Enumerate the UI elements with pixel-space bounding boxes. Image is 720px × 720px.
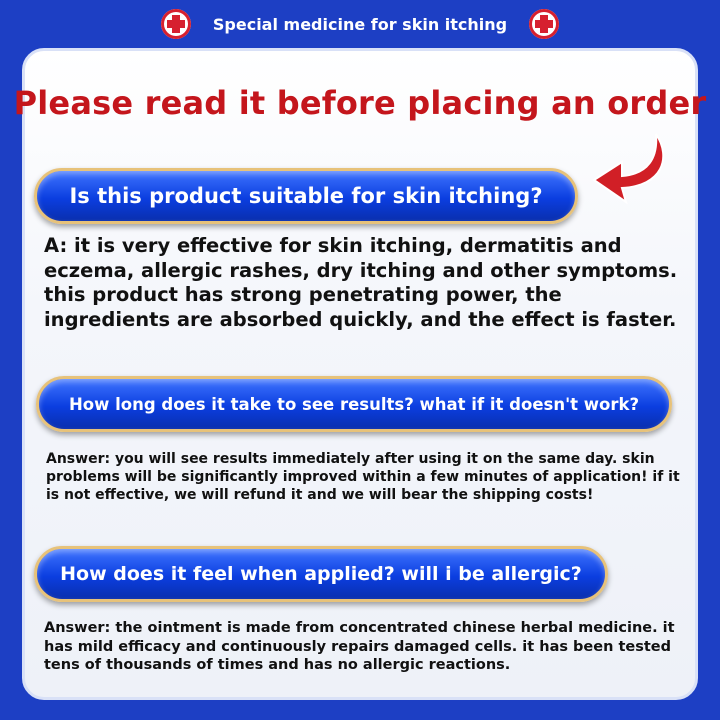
header-banner	[0, 0, 720, 48]
faq-question-1: Is this product suitable for skin itching?	[34, 168, 578, 224]
header-title: Special medicine for skin itching	[212, 14, 508, 34]
faq-answer-1: A: it is very effective for skin itching, dermatitis and eczema, allergic rashes, dry itching and other symptoms. this product has strong penetrating power, the ingredients are absorbed quickly, and the effect is faster.	[44, 234, 678, 331]
medical-cross-icon	[161, 9, 191, 39]
faq-answer-3: Answer: the ointment is made from concentrated chinese herbal medicine. it has mild efficacy and continuously repairs damaged cells. it has been tested tens of thousands of times and has no allergic reactions.	[44, 620, 675, 673]
faq-question-2: How long does it take to see results? what if it doesn't work?	[36, 376, 672, 432]
medical-cross-icon	[529, 9, 559, 39]
faq-answer-2: Answer: you will see results immediately after using it on the same day. skin problems will be significantly improved within a few minutes of application! if it is not effective, we will refund it and we will bear the shipping costs!	[46, 451, 680, 503]
notice-title: Please read it before placing an order	[13, 84, 707, 122]
faq-question-3: How does it feel when applied? will i be allergic?	[34, 546, 608, 602]
curved-arrow-icon	[592, 128, 674, 210]
